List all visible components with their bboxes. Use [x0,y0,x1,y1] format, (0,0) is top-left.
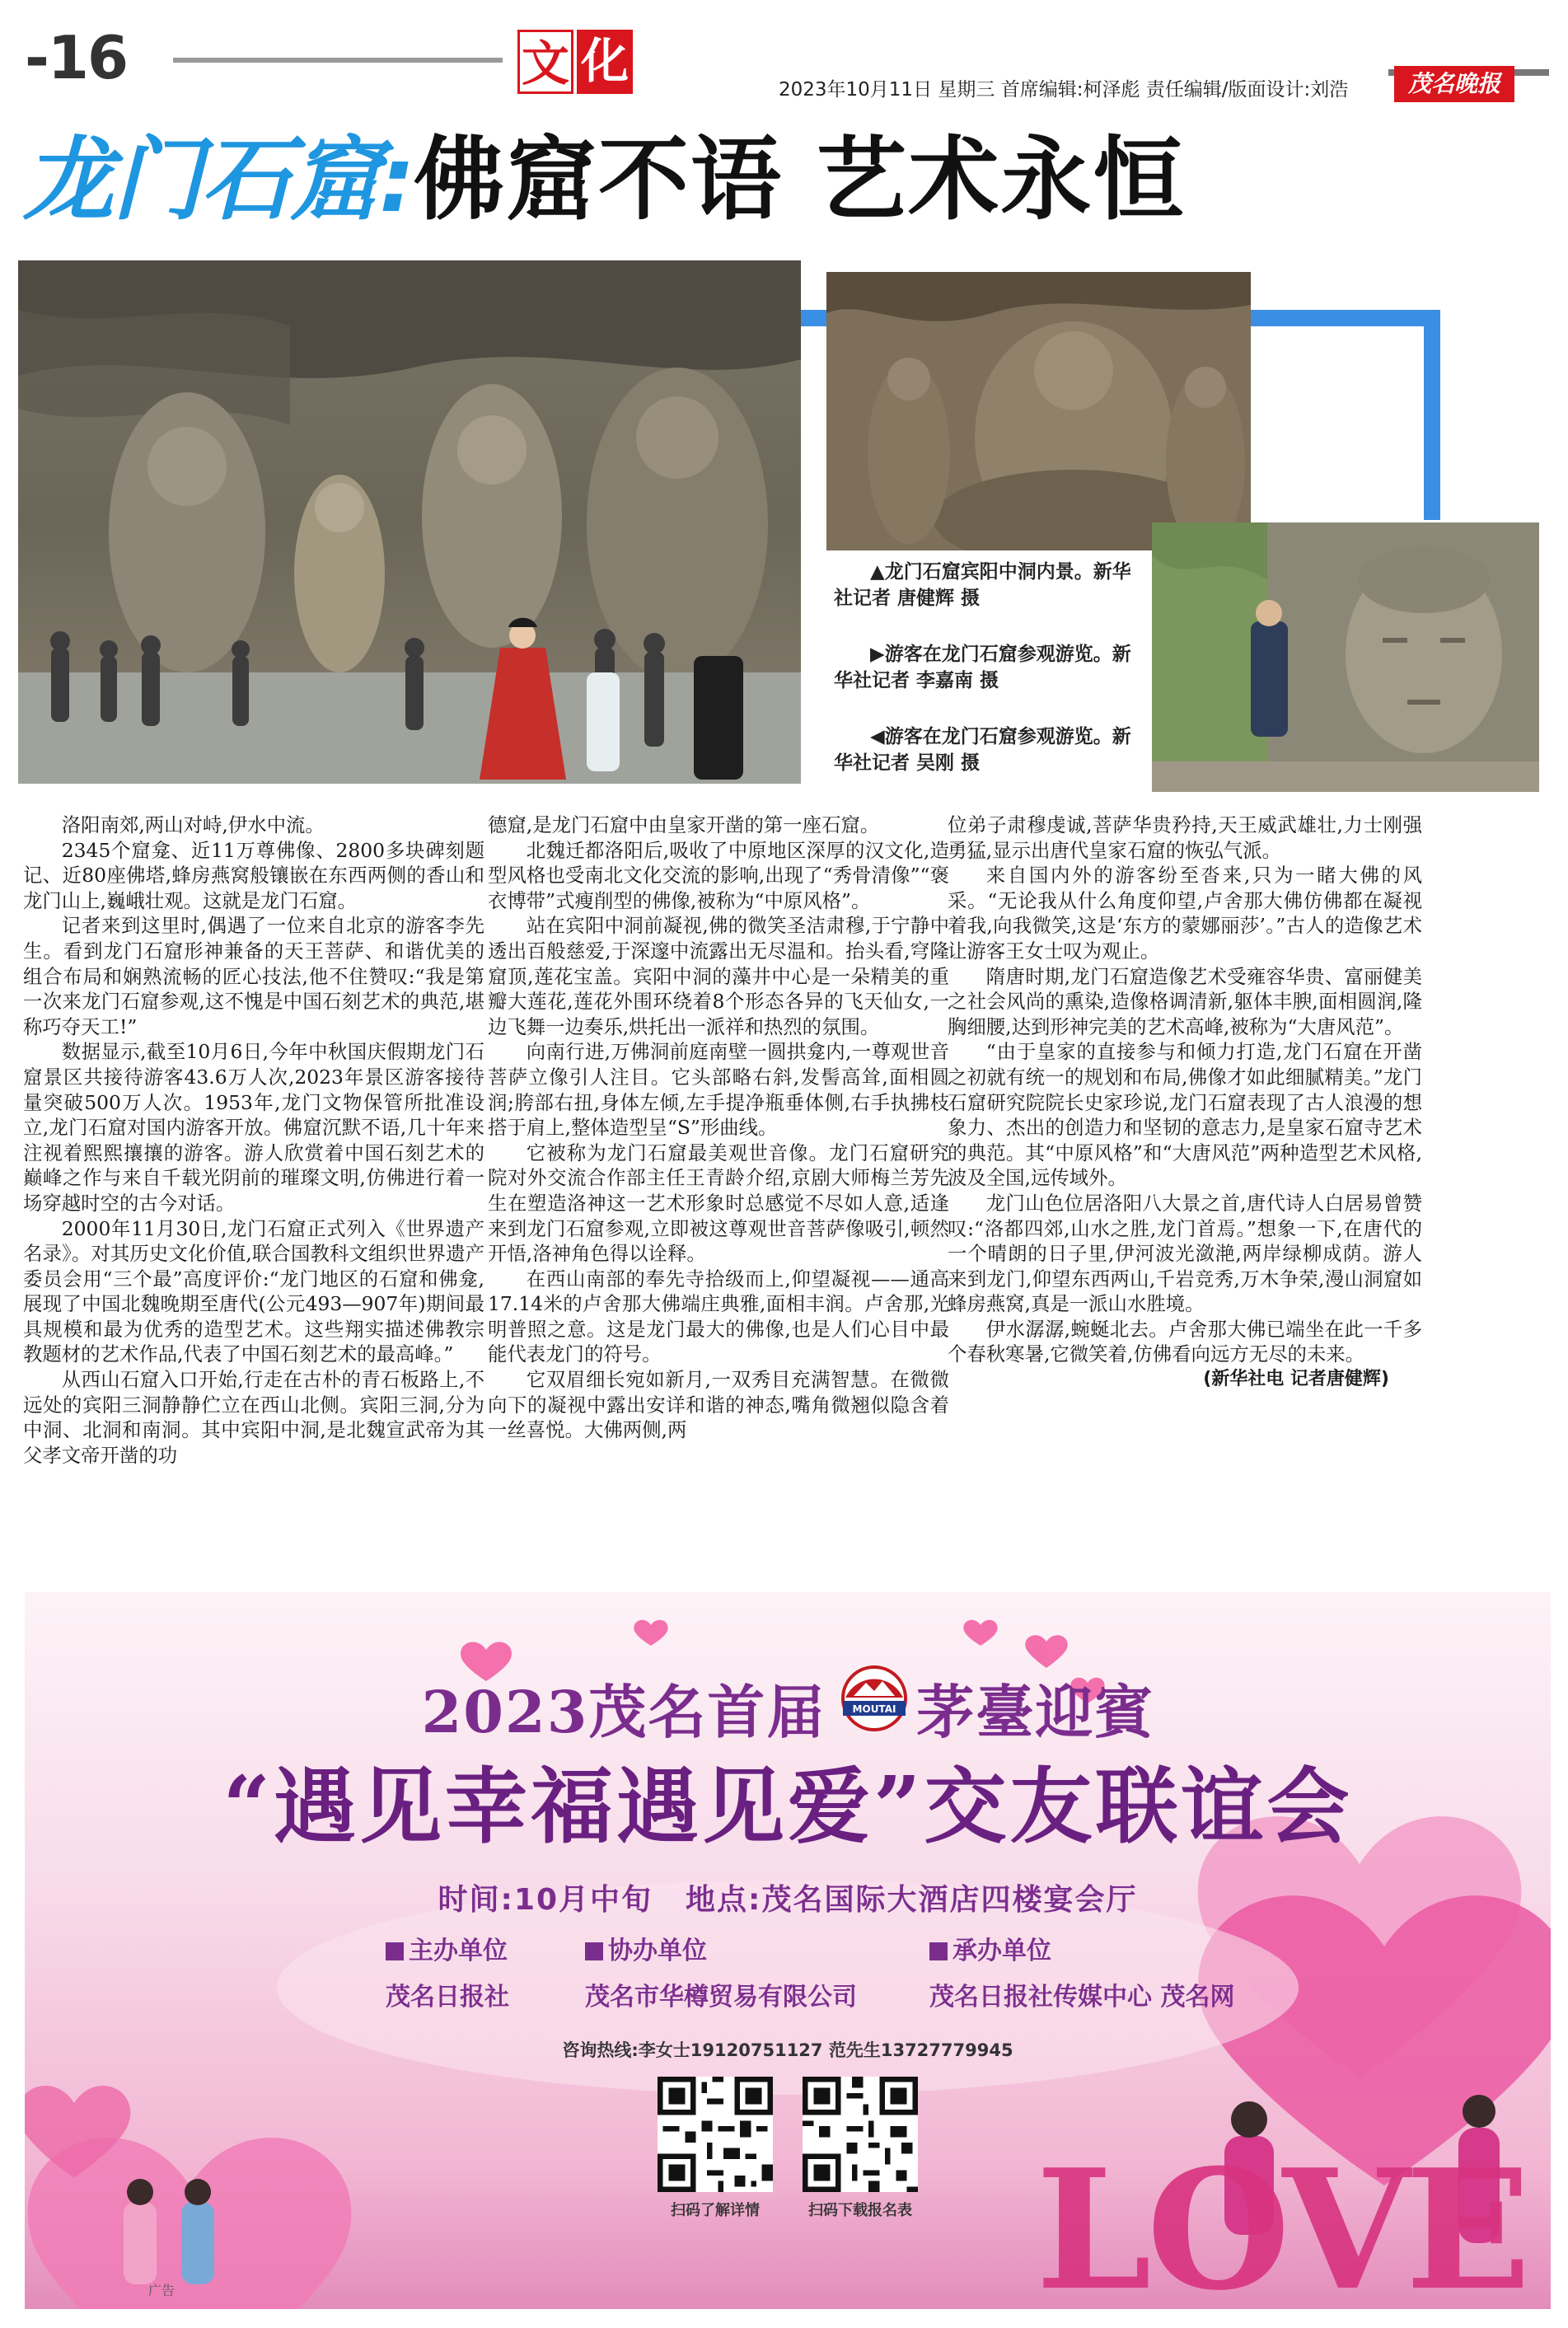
ad-organizers [386,1930,1267,2012]
paragraph: 2000年11月30日,龙门石窟正式列入《世界遗产名录》。对其历史文化价值,联合国教科文组织世界遗产委员会用“三个最”高度评价:“龙门地区的石窟和佛龛,展现了中国北魏晚期至唐代(公元493—907年)期间最具规模和最为优秀的造型艺术。这些翔实描述佛教宗教题材的艺术作品,代表了中国石刻艺术的最高峰。” [23,1216,484,1366]
moutai-logo-icon [829,1665,920,1732]
caption-1: ▲龙门石窟宾阳中洞内景。新华社记者 唐健辉 摄 [834,561,1131,609]
caption-3: ◀游客在龙门石窟参观游览。新华社记者 吴刚 摄 [834,726,1131,774]
org-label: 协办单位 [585,1930,896,1966]
qr-code-registration[interactable] [803,2077,918,2192]
article-column-2 [488,813,949,1443]
paragraph: “由于皇家的直接参与和倾力打造,龙门石窟在开凿之初就有统一的规划和布局,佛像才如此细腻精美。”龙门石窟研究院院长史家珍说,龙门石窟表现了古人浪漫的想象力、杰出的创造力和坚韧的意志力,是皇家石窟寺艺术的典范。其“中原风格”和“大唐风范”两种造型艺术风格,波及全国,远传域外。 [948,1040,1422,1190]
ad-label: 广告 [148,2283,176,2298]
paragraph: 北魏迁都洛阳后,吸收了中原地区深厚的汉文化,造型风格也受南北文化交流的影响,出现了“秀骨清像”“褒衣博带”式瘦削型的佛像,被称为“中原风格”。 [488,838,949,912]
paragraph: 数据显示,截至10月6日,今年中秋国庆假期龙门石窟景区共接待游客43.6万人次,2023年景区游客接待量突破500万人次。1953年,龙门文物保管所批准设立,龙门石窟对国内游客开放。佛窟沉默不语,几十年来注视着熙熙攘攘的游客。游人欣赏着中国石刻艺术的巅峰之作与来自千载光阴前的璀璨文明,仿佛进行着一场穿越时空的古今对话。 [23,1040,484,1215]
photo-frame-vertical [1424,310,1440,520]
headline-sub: 佛窟不语 艺术永恒 [414,127,1186,232]
paragraph: 德窟,是龙门石窟中由皇家开凿的第一座石窟。 [488,813,880,836]
ad-title-line-1 [25,1666,1551,1750]
photo-binyang-cave [826,272,1251,550]
main-photo-grottoes [18,260,801,784]
section-tag-char-2: 化 [577,30,633,94]
paragraph: 在西山南部的奉先寺拾级而上,仰望凝视——通高17.14米的卢舍那大佛端庄典雅,面相丰润。卢舍那,光明普照之意。这是龙门最大的佛像,也是人们心目中最能代表龙门的符号。 [488,1267,949,1366]
ad-time-place [25,1876,1551,1918]
love-decoration: LOVE [1036,2134,1526,2309]
ad-time: 时间:10月中旬 [438,1883,653,1917]
org-label: 主办单位 [386,1930,552,1966]
paragraph: 2345个窟龛、近11万尊佛像、2800多块碑刻题记、近80座佛塔,蜂房燕窝般镶嵌在东西两侧的香山和龙门山上,巍峨壮观。这就是龙门石窟。 [23,838,484,912]
org-name: 茂名市华樽贸易有限公司 [585,1983,857,2012]
ad-hotline: 咨询热线:李女士19120751127 范先生13727779945 [562,2040,1013,2060]
photo-captions [834,559,1144,806]
paragraph: 隋唐时期,龙门石窟造像艺术受雍容华贵、富丽健美之社会风尚的熏染,造像格调清新,躯体丰腴,面相圆润,隆胸细腰,达到形神完美的艺术高峰,被称为“大唐风范”。 [948,964,1422,1038]
paragraph: 它双眉细长宛如新月,一双秀目充满智慧。在微微向下的凝视中露出安详和谐的神态,嘴角微翘似隐含着一丝喜悦。大佛两侧,两 [488,1368,949,1442]
qr-label-registration: 扫码下载报名表 [808,2202,912,2219]
qr-code-details[interactable] [658,2077,773,2192]
paragraph: 伊水潺潺,蜿蜒北去。卢舍那大佛已端坐在此一千多个春秋寒暑,它微笑着,仿佛看向远方无尽的未来。 [948,1317,1422,1366]
paragraph: 记者来到这里时,偶遇了一位来自北京的游客李先生。看到龙门石窟形神兼备的天王菩萨、和谐优美的组合布局和娴熟流畅的匠心技法,他不住赞叹:“我是第一次来龙门石窟参观,这不愧是中国石刻艺术的典范,堪称巧夺天工!” [23,914,484,1038]
ad-title-left: 2023茂名首届 [421,1678,826,1746]
paragraph: 它被称为龙门石窟最美观世音像。龙门石窟研究院对外交流合作部主任王青龄介绍,京剧大师梅兰芳先生在塑造洛神这一艺术形象时总感觉不尽如人意,适逢来到龙门石窟参观,立即被这尊观世音菩萨像吸引,顿然开悟,洛神角色得以诠释。 [488,1141,949,1266]
article-column-3 [948,813,1422,1393]
paragraph: 向南行进,万佛洞前庭南壁一圆拱龛内,一尊观世音菩萨立像引人注目。它头部略右斜,发髻高耸,面相圆润;胯部右扭,身体左倾,左手提净瓶垂体侧,右手执拂枝搭于肩上,整体造型呈“S”形曲线。 [488,1040,949,1140]
ad-organizer-executor [929,1930,1234,2012]
paragraph: 来自国内外的游客纷至沓来,只为一睹大佛的风采。“无论我从什么角度仰望,卢舍那大佛仿佛都在凝视着我,向我微笑,这是‘东方的蒙娜丽莎’。”古人的造像艺术让游客王女士叹为观止。 [948,864,1422,963]
section-tag [517,30,633,94]
org-label: 承办单位 [929,1930,1234,1966]
qr-label-details: 扫码了解详情 [671,2202,760,2219]
org-name: 茂名日报社 [386,1983,509,2012]
headline [23,122,1185,237]
ad-organizer-host [386,1930,552,2012]
paragraph: 洛阳南郊,两山对峙,伊水中流。 [61,813,325,836]
masthead-logo: 茂名晚报 [1394,66,1514,102]
article-column-1 [23,813,484,1468]
issue-info: 2023年10月11日 星期三 首席编辑:柯泽彪 责任编辑/版面设计:刘浩 [779,79,1349,101]
paragraph: 站在宾阳中洞前凝视,佛的微笑圣洁肃穆,于宁静中透出百般慈爱,于深邃中流露出无尽温和。抬头看,穹隆窟顶,莲花宝盖。宾阳中洞的藻井中心是一朵精美的重瓣大莲花,莲花外围环绕着8个形态各异的飞天仙女,一边飞舞一边奏乐,烘托出一派祥和热烈的氛围。 [488,914,949,1038]
ad-title-line-2: “遇见幸福遇见爱”交友联谊会 [222,1758,1353,1855]
header-rule [173,58,503,63]
photo-buddha-head [1152,522,1539,792]
org-name: 茂名日报社传媒中心 茂名网 [929,1983,1235,2012]
moutai-logo-text: MOUTAI [852,1703,896,1715]
ad-place: 地点:茂名国际大酒店四楼宴会厅 [686,1883,1138,1917]
paragraph: 从西山石窟入口开始,行走在古朴的青石板路上,不远处的宾阳三洞静静伫立在西山北侧。宾阳三洞,分为中洞、北洞和南洞。其中宾阳中洞,是北魏宣武帝为其父孝文帝开凿的功 [23,1368,484,1467]
paragraph: 位弟子肃穆虔诚,菩萨华贵矜持,天王威武雄壮,力士刚强勇猛,显示出唐代皇家石窟的恢弘气派。 [948,813,1422,862]
section-tag-char-1: 文 [517,30,573,94]
advertisement-banner [25,1592,1551,2309]
headline-main: 龙门石窟: [23,127,414,232]
page-number: -16 [25,23,128,92]
paragraph: 龙门山色位居洛阳八大景之首,唐代诗人白居易曾赞叹:“洛都四郊,山水之胜,龙门首焉。”想象一下,在唐代的一个晴朗的日子里,伊河波光潋滟,两岸绿柳成荫。游人来到龙门,仰望东西两山,千岩竞秀,万木争荣,漫山洞窟如蜂房燕窝,真是一派山水胜境。 [948,1191,1422,1316]
article-byline: (新华社电 记者唐健辉) [1203,1369,1389,1390]
ad-organizer-co [585,1930,896,2012]
ad-title-right: 茅臺迎賓 [916,1678,1154,1746]
caption-2: ▶游客在龙门石窟参观游览。新华社记者 李嘉南 摄 [834,644,1131,691]
